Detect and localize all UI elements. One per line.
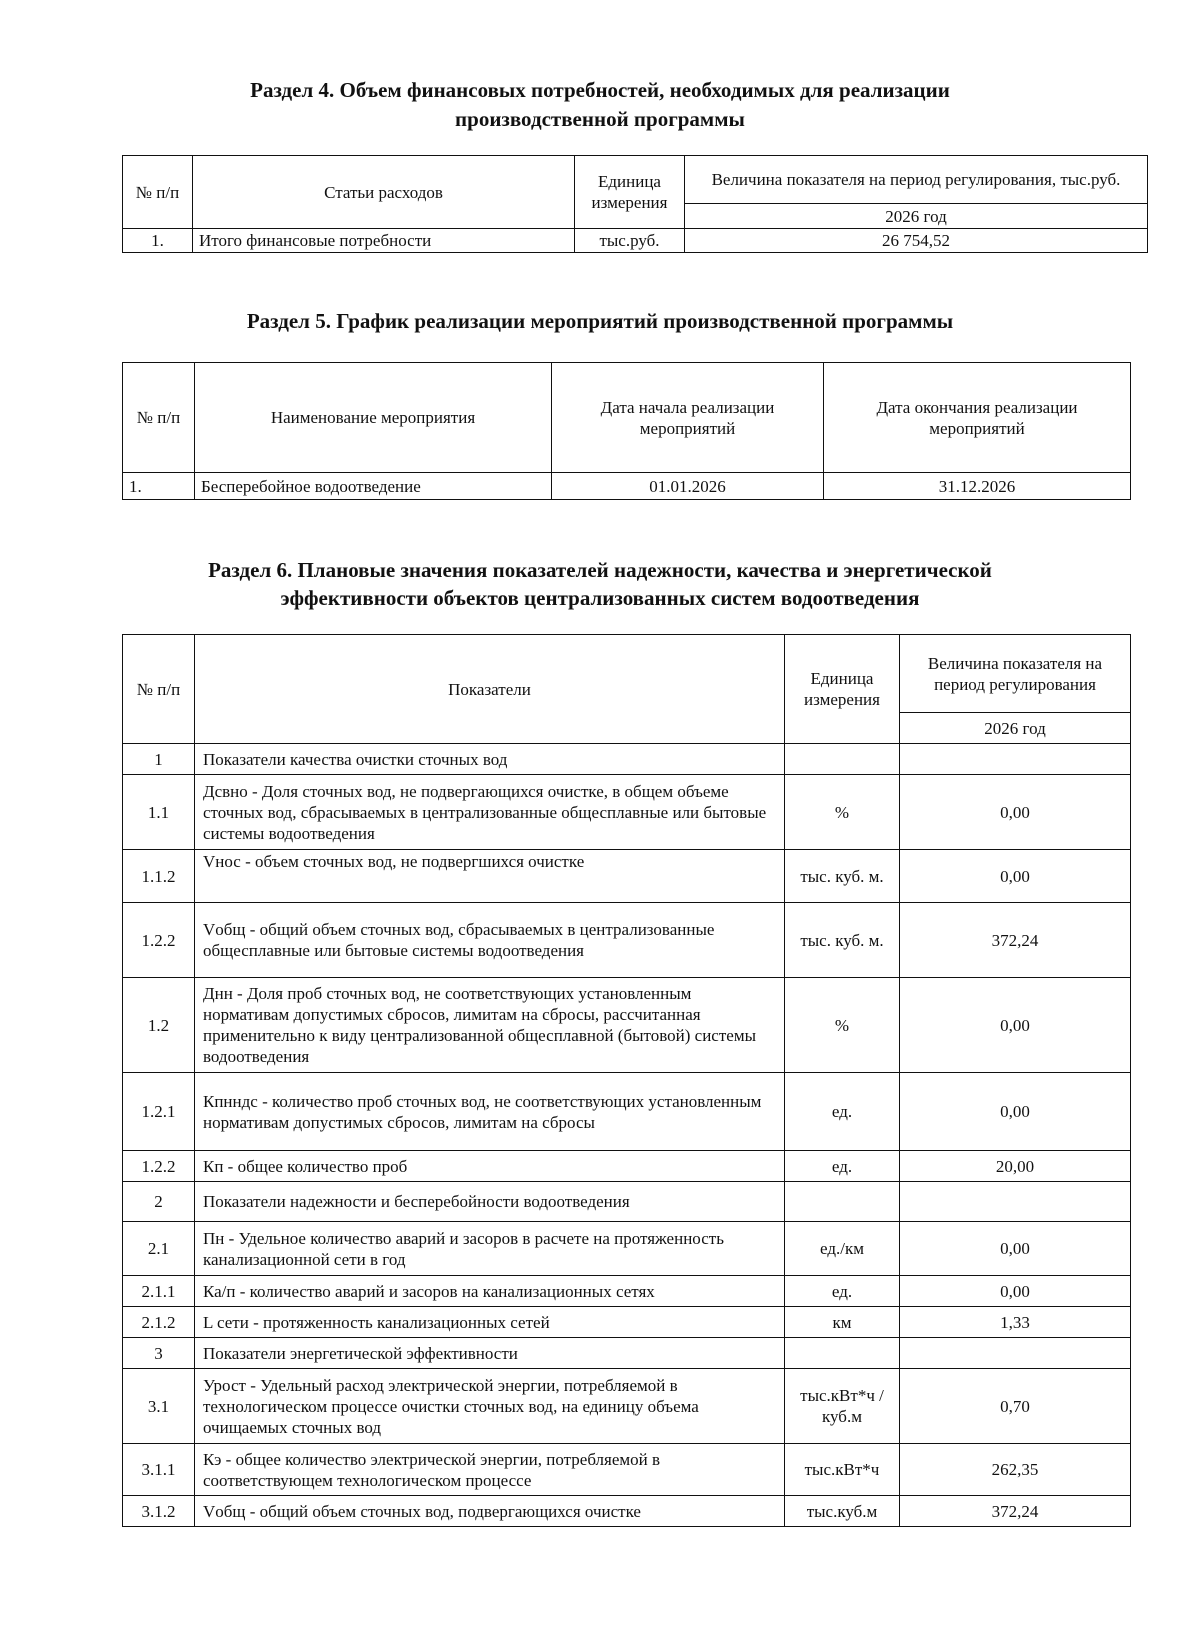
row-num: 1.2.1	[123, 1073, 195, 1151]
table-row	[123, 744, 1131, 775]
row-num: 1.1.2	[123, 850, 195, 903]
row-value: 0,00	[900, 775, 1131, 850]
header-indicators: Показатели	[195, 635, 785, 744]
header-year: 2026 год	[685, 204, 1148, 229]
row-unit: тыс.кВт*ч / куб.м	[785, 1369, 900, 1444]
row-unit: тыс.кВт*ч	[785, 1444, 900, 1496]
row-unit: ед.	[785, 1276, 900, 1307]
row-value	[900, 744, 1131, 775]
row-value: 0,00	[900, 1276, 1131, 1307]
row-unit	[785, 744, 900, 775]
row-unit: тыс.куб.м	[785, 1496, 900, 1527]
row-num: 1.2	[123, 978, 195, 1073]
row-unit: %	[785, 978, 900, 1073]
header-event-name: Наименование мероприятия	[195, 363, 552, 473]
row-end: 31.12.2026	[824, 473, 1131, 500]
row-unit	[785, 1182, 900, 1222]
header-unit: Единица измерения	[785, 635, 900, 744]
row-value: 26 754,52	[685, 229, 1148, 253]
table-row	[123, 978, 1131, 1073]
row-value: 372,24	[900, 903, 1131, 978]
table-row	[123, 1151, 1131, 1182]
table-row	[123, 1073, 1131, 1151]
row-name: Кэ - общее количество электрической энергии, потребляемой в соответствующем технологическом процессе	[195, 1444, 785, 1496]
header-expense-items: Статьи расходов	[193, 156, 575, 229]
row-unit: тыс. куб. м.	[785, 850, 900, 903]
row-value: 262,35	[900, 1444, 1131, 1496]
row-name: Кпнндс - количество проб сточных вод, не соответствующих установленным нормативам допустимых сбросов, лимитам на сбросы	[195, 1073, 785, 1151]
row-value: 372,24	[900, 1496, 1131, 1527]
row-name: Кп - общее количество проб	[195, 1151, 785, 1182]
financial-needs-table	[122, 155, 1148, 253]
row-value	[900, 1338, 1131, 1369]
row-unit: %	[785, 775, 900, 850]
section4-title-line1: Раздел 4. Объем финансовых потребностей, необходимых для реализации	[250, 78, 950, 102]
table-row	[123, 1496, 1131, 1527]
table-row	[123, 1182, 1131, 1222]
table-row	[123, 903, 1131, 978]
row-num: 1.	[123, 229, 193, 253]
table-row	[123, 1276, 1131, 1307]
row-value: 0,70	[900, 1369, 1131, 1444]
header-unit: Единица измерения	[575, 156, 685, 229]
header-num: № п/п	[123, 363, 195, 473]
row-num: 3	[123, 1338, 195, 1369]
row-name: Vобщ - общий объем сточных вод, сбрасываемых в централизованные общесплавные или бытовые системы водоотведения	[195, 903, 785, 978]
section5-title: Раздел 5. График реализации мероприятий производственной программы	[246, 309, 954, 333]
row-name: Показатели надежности и бесперебойности водоотведения	[195, 1182, 785, 1222]
table-row	[123, 1338, 1131, 1369]
indicators-table	[122, 634, 1131, 1527]
table-row	[123, 1444, 1131, 1496]
row-name: Ка/п - количество аварий и засоров на канализационных сетях	[195, 1276, 785, 1307]
header-year: 2026 год	[900, 713, 1131, 744]
row-num: 2.1	[123, 1222, 195, 1276]
schedule-table	[122, 362, 1131, 500]
row-name: Итого финансовые потребности	[193, 229, 575, 253]
row-unit	[785, 1338, 900, 1369]
row-name: Показатели качества очистки сточных вод	[195, 744, 785, 775]
row-num: 1	[123, 744, 195, 775]
row-name: Урост - Удельный расход электрической энергии, потребляемой в технологическом процессе очистки сточных вод, на единицу объема очищаемых сточных вод	[195, 1369, 785, 1444]
header-start-date: Дата начала реализации мероприятий	[552, 363, 824, 473]
section6-title-line1: Раздел 6. Плановые значения показателей надежности, качества и энергетической	[208, 558, 992, 582]
row-start: 01.01.2026	[552, 473, 824, 500]
row-name: Vобщ - общий объем сточных вод, подвергающихся очистке	[195, 1496, 785, 1527]
row-value: 0,00	[900, 1073, 1131, 1151]
table-row	[123, 229, 1148, 253]
header-value: Величина показателя на период регулирования	[900, 635, 1131, 713]
table-row	[123, 1307, 1131, 1338]
row-value: 0,00	[900, 1222, 1131, 1276]
row-num: 3.1.2	[123, 1496, 195, 1527]
row-name: Пн - Удельное количество аварий и засоров в расчете на протяженность канализационной сети в год	[195, 1222, 785, 1276]
header-end-date: Дата окончания реализации мероприятий	[824, 363, 1131, 473]
table-row	[123, 1369, 1131, 1444]
row-num: 2	[123, 1182, 195, 1222]
table-row	[123, 850, 1131, 903]
row-unit: км	[785, 1307, 900, 1338]
row-value: 0,00	[900, 978, 1131, 1073]
row-num: 3.1	[123, 1369, 195, 1444]
row-num: 1.1	[123, 775, 195, 850]
row-num: 1.2.2	[123, 1151, 195, 1182]
row-num: 1.	[123, 473, 195, 500]
row-unit: ед.	[785, 1151, 900, 1182]
row-value	[900, 1182, 1131, 1222]
header-num: № п/п	[123, 635, 195, 744]
table-row	[123, 473, 1131, 500]
row-value: 20,00	[900, 1151, 1131, 1182]
row-num: 2.1.2	[123, 1307, 195, 1338]
header-value: Величина показателя на период регулирования, тыс.руб.	[685, 156, 1148, 204]
row-name: Vнос - объем сточных вод, не подвергшихся очистке	[195, 850, 785, 903]
row-unit: ед./км	[785, 1222, 900, 1276]
table-row	[123, 775, 1131, 850]
row-name: Бесперебойное водоотведение	[195, 473, 552, 500]
section4-title-line2: производственной программы	[455, 107, 745, 131]
row-name: Днн - Доля проб сточных вод, не соответствующих установленным нормативам допустимых сбросов, лимитам на сбросы, рассчитанная применительно к виду централизованной общесплавной (бытовой) системы водоотведения	[195, 978, 785, 1073]
row-value: 0,00	[900, 850, 1131, 903]
row-name: Дсвно - Доля сточных вод, не подвергающихся очистке, в общем объеме сточных вод, сбрасываемых в централизованные общесплавные или бытовые системы водоотведения	[195, 775, 785, 850]
row-num: 3.1.1	[123, 1444, 195, 1496]
header-num: № п/п	[123, 156, 193, 229]
section6-title-line2: эффективности объектов централизованных систем водоотведения	[280, 586, 920, 610]
row-num: 2.1.1	[123, 1276, 195, 1307]
row-name: L сети - протяженность канализационных сетей	[195, 1307, 785, 1338]
row-unit: тыс. куб. м.	[785, 903, 900, 978]
row-unit: тыс.руб.	[575, 229, 685, 253]
table-row	[123, 1222, 1131, 1276]
row-num: 1.2.2	[123, 903, 195, 978]
row-unit: ед.	[785, 1073, 900, 1151]
row-value: 1,33	[900, 1307, 1131, 1338]
row-name: Показатели энергетической эффективности	[195, 1338, 785, 1369]
